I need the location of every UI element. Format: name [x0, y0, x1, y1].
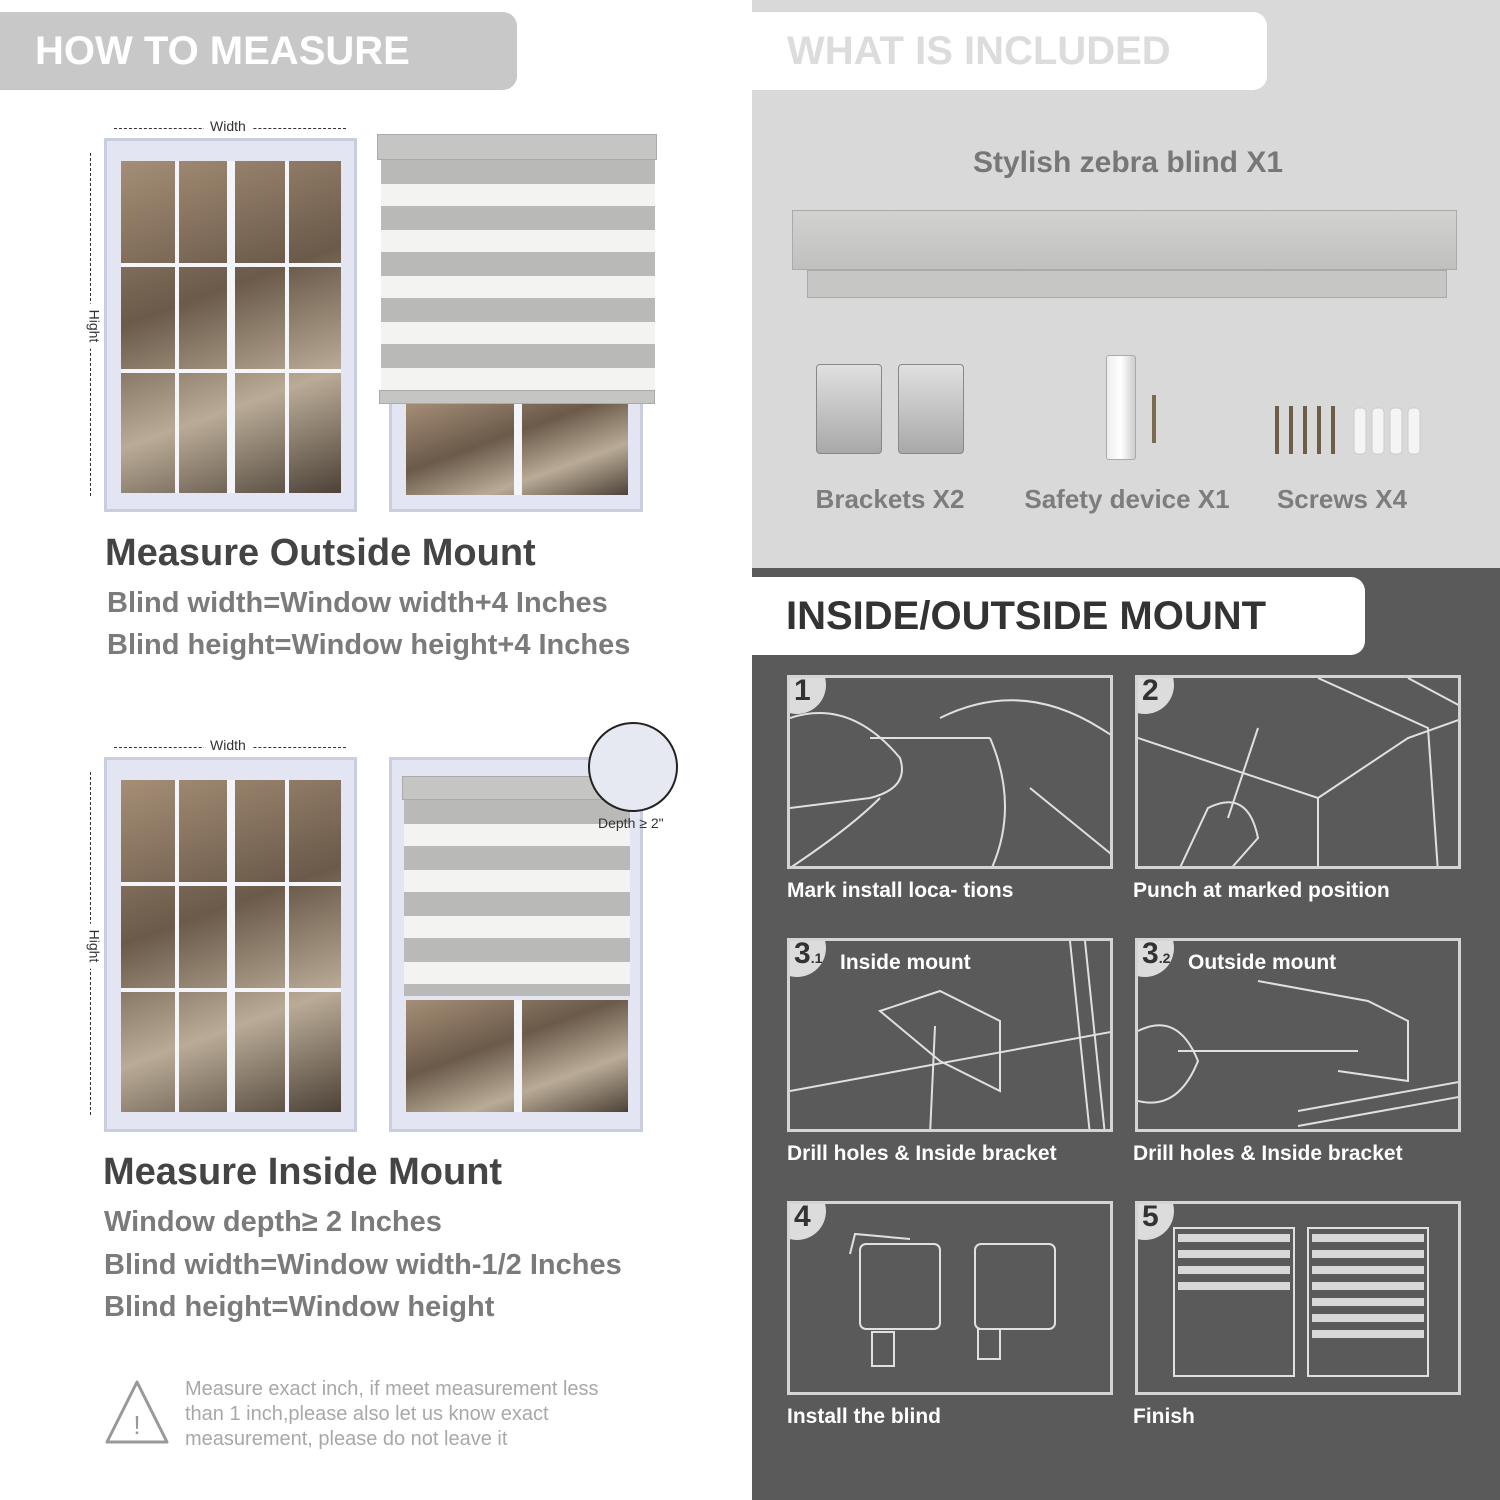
main-item-label: Stylish zebra blind X1	[972, 146, 1284, 179]
step-3-1-panel	[787, 938, 1113, 1132]
how-to-measure-header: HOW TO MEASURE	[0, 12, 517, 90]
outside-mount-line: Blind height=Window height+4 Inches	[107, 629, 631, 661]
step-4-panel	[787, 1201, 1113, 1395]
screw-image	[1152, 395, 1156, 443]
bracket-image	[816, 364, 882, 454]
step-number: 4	[787, 1201, 826, 1240]
depth-label: Depth ≥ 2"	[598, 815, 664, 831]
depth-detail-circle	[588, 722, 678, 812]
step-1-label: Mark install loca- tions	[787, 879, 1014, 902]
warning-line: than 1 inch,please also let us know exact	[185, 1403, 549, 1425]
step-title: Inside mount	[840, 951, 971, 974]
bracket-image	[898, 364, 964, 454]
step-number: 2	[1135, 675, 1174, 714]
outside-mount-title: Measure Outside Mount	[105, 532, 536, 574]
step-number: 5	[1135, 1201, 1174, 1240]
step-2-label: Punch at marked position	[1133, 879, 1390, 902]
step-5-panel	[1135, 1201, 1461, 1395]
warning-text	[185, 1377, 599, 1452]
inside-outside-mount-header: INSIDE/OUTSIDE MOUNT	[752, 577, 1365, 655]
blind-on-window-image	[389, 390, 643, 512]
headrail-lower	[807, 270, 1447, 298]
warning-triangle-icon	[103, 1378, 171, 1448]
height-label: Hight	[86, 924, 102, 969]
safety-device-image	[1106, 355, 1136, 460]
headrail-image	[792, 210, 1457, 270]
step-4-label: Install the blind	[787, 1405, 942, 1428]
step-number: 1	[787, 675, 826, 714]
screws-label: Screws X4	[1276, 484, 1408, 514]
step-number: 3.1	[787, 938, 826, 977]
step-1-panel	[787, 675, 1113, 869]
step-5-label: Finish	[1133, 1405, 1195, 1428]
height-label: Hight	[86, 304, 102, 349]
window-image	[104, 138, 357, 512]
inside-mount-line: Window depth≥ 2 Inches	[104, 1206, 442, 1238]
step-3-2-label: Drill holes & Inside bracket	[1133, 1142, 1403, 1165]
inside-mount-title: Measure Inside Mount	[103, 1151, 503, 1193]
brackets-label: Brackets X2	[815, 484, 965, 514]
window-image	[104, 757, 357, 1132]
blind-inside-window-image	[389, 757, 643, 1132]
zebra-blind-image	[381, 160, 655, 392]
step-2-panel	[1135, 675, 1461, 869]
svg-text:!: !	[133, 1410, 141, 1440]
outside-mount-line: Blind width=Window width+4 Inches	[107, 587, 608, 619]
inside-mount-line: Blind width=Window width-1/2 Inches	[104, 1249, 622, 1281]
step-title: Outside mount	[1188, 951, 1337, 974]
width-label: Width	[204, 118, 252, 134]
what-is-included-header: WHAT IS INCLUDED	[752, 12, 1267, 90]
width-label: Width	[204, 737, 252, 753]
warning-line: measurement, please do not leave it	[185, 1428, 508, 1450]
step-3-2-panel	[1135, 938, 1461, 1132]
step-number: 3.2	[1135, 938, 1174, 977]
step-3-1-label: Drill holes & Inside bracket	[787, 1142, 1057, 1165]
safety-device-label: Safety device X1	[1024, 484, 1230, 514]
warning-line: Measure exact inch, if meet measurement less	[185, 1378, 599, 1400]
inside-mount-line: Blind height=Window height	[104, 1291, 495, 1323]
screws-image	[1272, 404, 1422, 458]
